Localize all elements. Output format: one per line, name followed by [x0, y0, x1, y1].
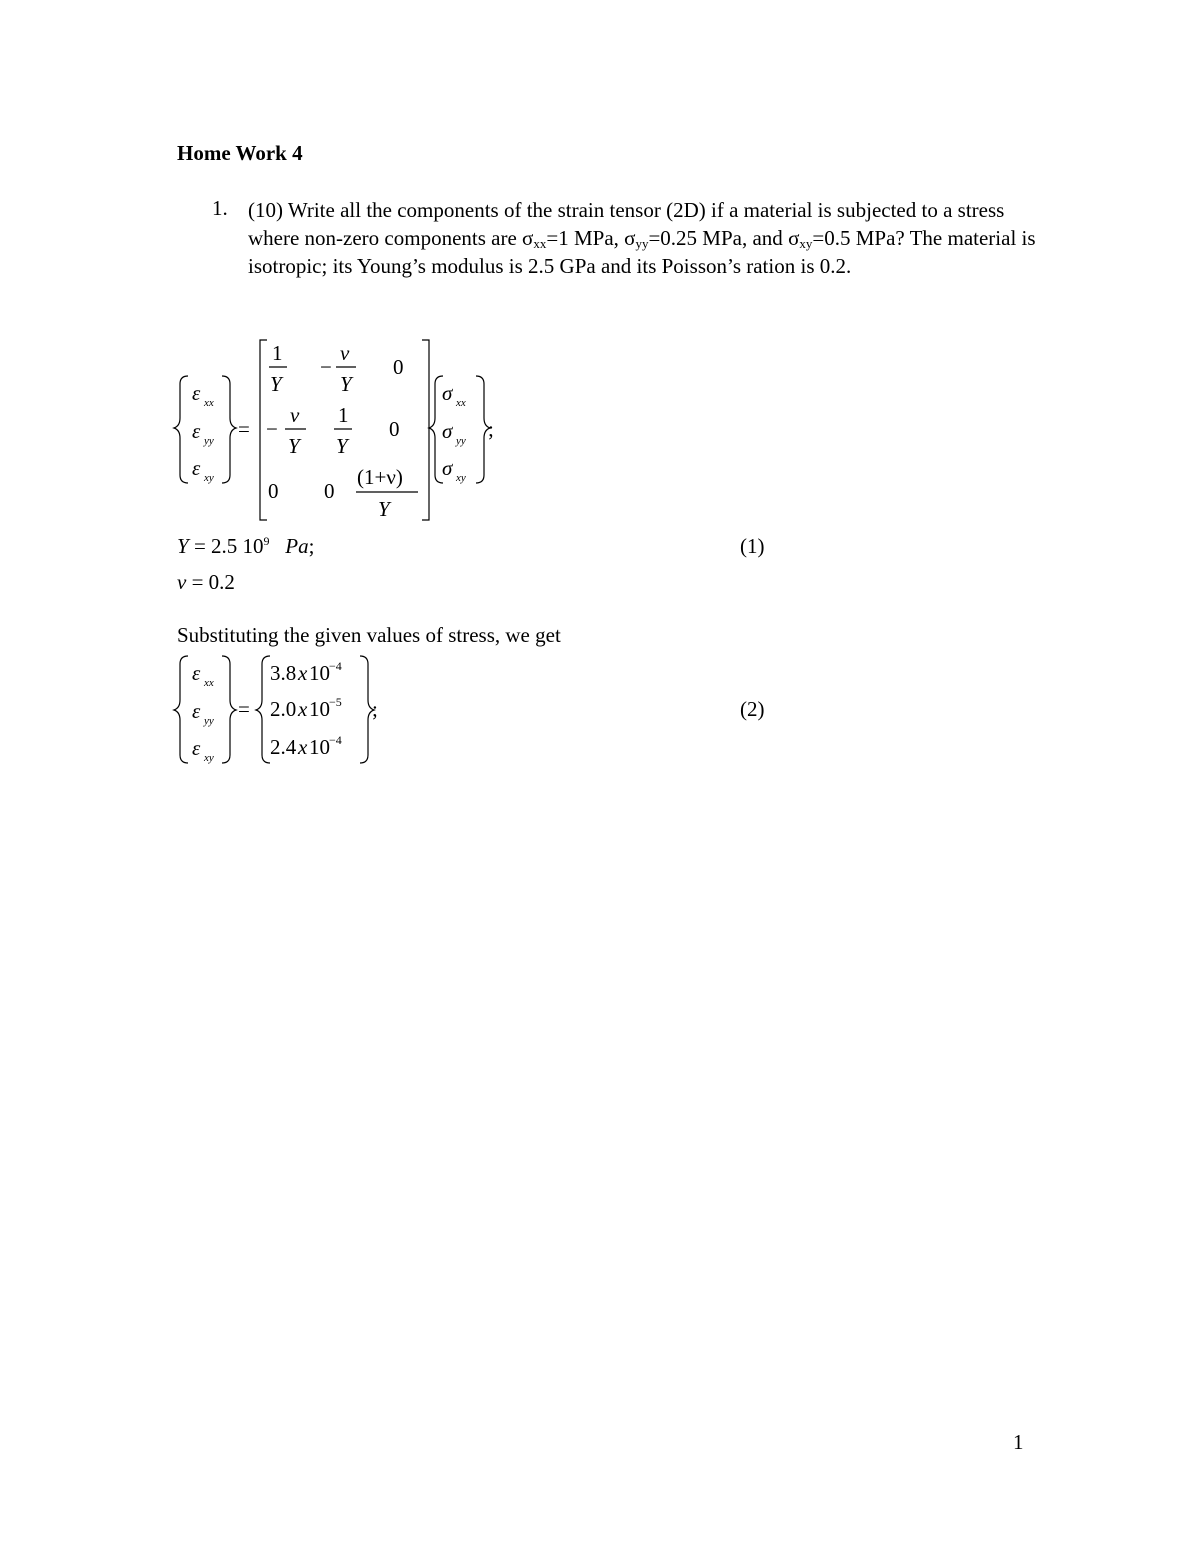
svg-text:ε: ε	[192, 736, 201, 760]
svg-text:Y: Y	[336, 434, 348, 458]
svg-text:yy: yy	[456, 435, 466, 447]
svg-text:σ: σ	[442, 419, 453, 443]
svg-text:10: 10	[309, 697, 330, 721]
svg-text:ε: ε	[192, 699, 201, 723]
strain-result-equation	[170, 650, 410, 770]
svg-text:−: −	[320, 355, 332, 379]
question-points: (10)	[248, 198, 283, 222]
question-text: (10) Write all the components of the strain tensor (2D) if a material is subjected to a stress where non-zero components are $\sigma_{xx}=1$ MPa, $\sigma_{yy}=0.25$ MPa, and $\sigma_{xy}=0.5$ MPa? The material is isotropic; its Young’s modulus is 2.5 GPa and its Poisson’s ration is 0.2.	[248, 198, 1036, 278]
svg-text:σ: σ	[442, 456, 453, 480]
svg-text:ε: ε	[192, 381, 201, 405]
svg-text:x: x	[298, 735, 308, 759]
svg-text:;: ;	[372, 697, 378, 721]
svg-text:2.4: 2.4	[270, 735, 297, 759]
svg-text:xx: xx	[204, 677, 214, 689]
svg-text:10: 10	[309, 661, 330, 685]
svg-text:(1+ν): (1+ν)	[357, 465, 403, 489]
svg-text:2.0: 2.0	[270, 697, 297, 721]
svg-text:0: 0	[393, 355, 404, 379]
svg-text:−5: −5	[329, 695, 342, 709]
svg-text:0: 0	[324, 479, 335, 503]
question-number: 1.	[212, 196, 228, 220]
svg-text:=: =	[238, 417, 250, 441]
svg-text:0: 0	[268, 479, 279, 503]
svg-text:x: x	[298, 661, 308, 685]
svg-text:ν: ν	[290, 403, 300, 427]
svg-text:−4: −4	[329, 659, 342, 673]
svg-text:x: x	[298, 697, 308, 721]
svg-text:ν: ν	[340, 341, 350, 365]
svg-text:Y: Y	[378, 497, 390, 521]
svg-text:Y: Y	[288, 434, 300, 458]
svg-text:xy: xy	[204, 752, 214, 764]
svg-text:ε: ε	[192, 419, 201, 443]
svg-text:σ: σ	[442, 381, 453, 405]
page-title: Home Work 4	[177, 141, 303, 165]
svg-text:−: −	[266, 417, 278, 441]
page-number: 1	[1013, 1430, 1024, 1454]
svg-text:Y: Y	[340, 372, 352, 396]
svg-text:xy: xy	[456, 472, 466, 484]
svg-text:=: =	[238, 697, 250, 721]
substitution-paragraph: Substituting the given values of stress, we get	[177, 623, 561, 647]
svg-text:0: 0	[389, 417, 400, 441]
equation-1-number: (1)	[740, 534, 765, 558]
svg-text:1: 1	[338, 403, 349, 427]
svg-text:3.8: 3.8	[270, 661, 297, 685]
svg-text:−4: −4	[329, 733, 342, 747]
svg-text:ε: ε	[192, 661, 201, 685]
svg-text:ε: ε	[192, 456, 201, 480]
svg-text:yy: yy	[204, 715, 214, 727]
svg-text:;: ;	[488, 417, 494, 441]
stress-strain-matrix-equation	[170, 330, 530, 530]
svg-text:10: 10	[309, 735, 330, 759]
svg-text:xy: xy	[204, 472, 214, 484]
svg-text:yy: yy	[204, 435, 214, 447]
svg-text:xx: xx	[456, 397, 466, 409]
equation-1-line-1: Y = 2.5 $10^9$ Pa;	[177, 534, 315, 558]
svg-text:1: 1	[272, 341, 283, 365]
svg-text:xx: xx	[204, 397, 214, 409]
equation-1-line-2: ν = 0.2	[177, 570, 235, 594]
equation-2-number: (2)	[740, 697, 765, 721]
svg-text:Y: Y	[270, 372, 282, 396]
